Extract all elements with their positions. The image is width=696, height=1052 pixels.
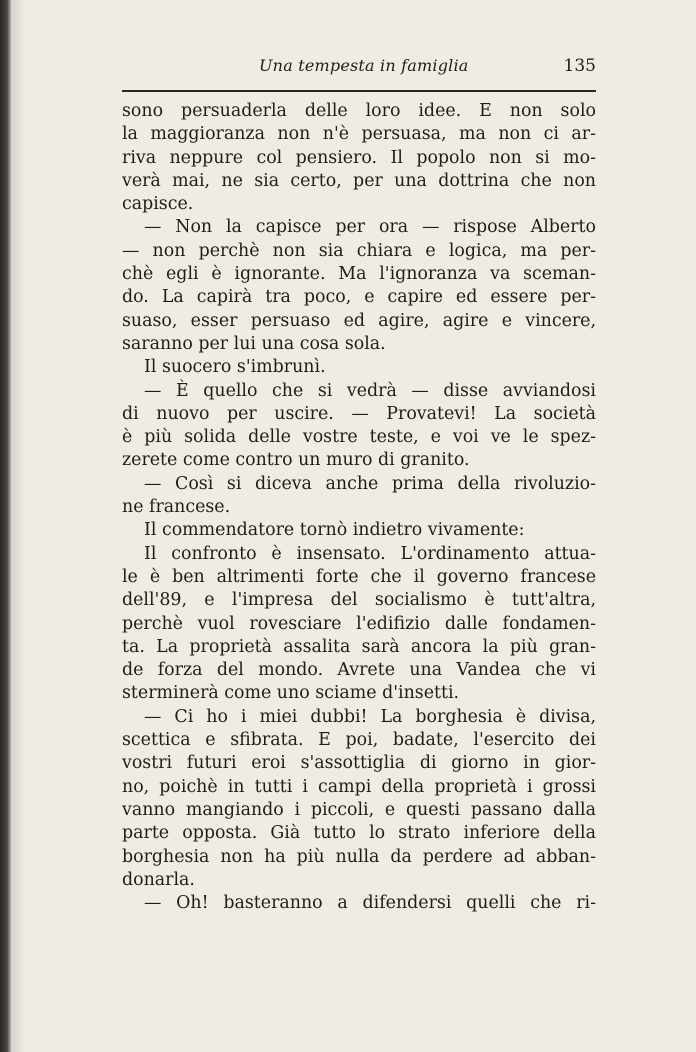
- text-line: chè egli è ignorante. Ma l'ignoranza va sceman-: [122, 264, 596, 285]
- page-number: 135: [563, 56, 596, 76]
- text-line: sono persuaderla delle loro idee. E non solo: [122, 101, 596, 121]
- text-line: — Non la capisce per ora — rispose Alberto: [144, 217, 596, 238]
- text-line: suaso, esser persuaso ed agire, agire e vincere,: [122, 310, 596, 331]
- text-line: donarla.: [122, 869, 195, 890]
- text-line: borghesia non ha più nulla da perdere ad abban-: [122, 846, 596, 867]
- text-line: — non perchè non sia chiara e logica, ma per-: [122, 240, 596, 261]
- text-line: vostri futuri eroi s'assottiglia di giorno in gior-: [122, 753, 596, 774]
- text-line: no, poichè in tutti i campi della proprietà i grossi: [122, 776, 596, 797]
- text-line: verà mai, ne sia certo, per una dottrina che non: [122, 170, 596, 191]
- text-line: — Così si diceva anche prima della rivoluzio-: [144, 473, 596, 494]
- text-line: scettica e sfibrata. E poi, badate, l'esercito dei: [122, 730, 596, 751]
- text-line: saranno per lui una cosa sola.: [122, 333, 386, 354]
- text-line: Il commendatore tornò indietro vivamente:: [144, 520, 525, 541]
- body-text: [122, 100, 596, 915]
- text-line: — Ci ho i miei dubbi! La borghesia è divisa,: [144, 706, 596, 727]
- text-line: ne francese.: [122, 497, 231, 518]
- text-line: sterminerà come uno sciame d'insetti.: [122, 683, 460, 704]
- text-line: do. La capirà tra poco, e capire ed essere per-: [122, 287, 596, 308]
- text-line: de forza del mondo. Avrete una Vandea che vi: [122, 660, 596, 681]
- text-line: zerete come contro un muro di granito.: [122, 450, 470, 471]
- text-line: capisce.: [122, 194, 194, 215]
- text-line: la maggioranza non n'è persuasa, ma non ci ar-: [122, 124, 596, 145]
- text-line: è più solida delle vostre teste, e voi ve le spez-: [122, 427, 596, 448]
- book-spine-shadow: [0, 0, 11, 1052]
- text-line: dell'89, e l'impresa del socialismo è tutt'altra,: [122, 590, 596, 611]
- gutter-shadow: [11, 0, 25, 1052]
- text-line: ta. La proprietà assalita sarà ancora la più gran-: [122, 636, 596, 657]
- text-line: di nuovo per uscire. — Provatevi! La società: [122, 403, 596, 424]
- text-line: — Oh! basteranno a difendersi quelli che ri-: [144, 893, 596, 914]
- text-line: vanno mangiando i piccoli, e questi passano dalla: [122, 799, 596, 820]
- text-line: perchè vuol rovesciare l'edifizio dalle fondamen-: [122, 613, 596, 634]
- header-rule: [122, 90, 596, 92]
- text-line: le è ben altrimenti forte che il governo francese: [122, 566, 596, 587]
- book-page: [122, 52, 596, 915]
- text-line: Il confronto è insensato. L'ordinamento attua-: [144, 543, 596, 564]
- running-title: Una tempesta in famiglia: [259, 56, 469, 75]
- text-line: — È quello che si vedrà — disse avviandosi: [144, 380, 596, 401]
- text-line: riva neppure col pensiero. Il popolo non si mo-: [122, 147, 596, 168]
- running-head: [122, 52, 596, 82]
- text-line: parte opposta. Già tutto lo strato inferiore della: [122, 823, 596, 844]
- text-line: Il suocero s'imbrunì.: [144, 357, 326, 378]
